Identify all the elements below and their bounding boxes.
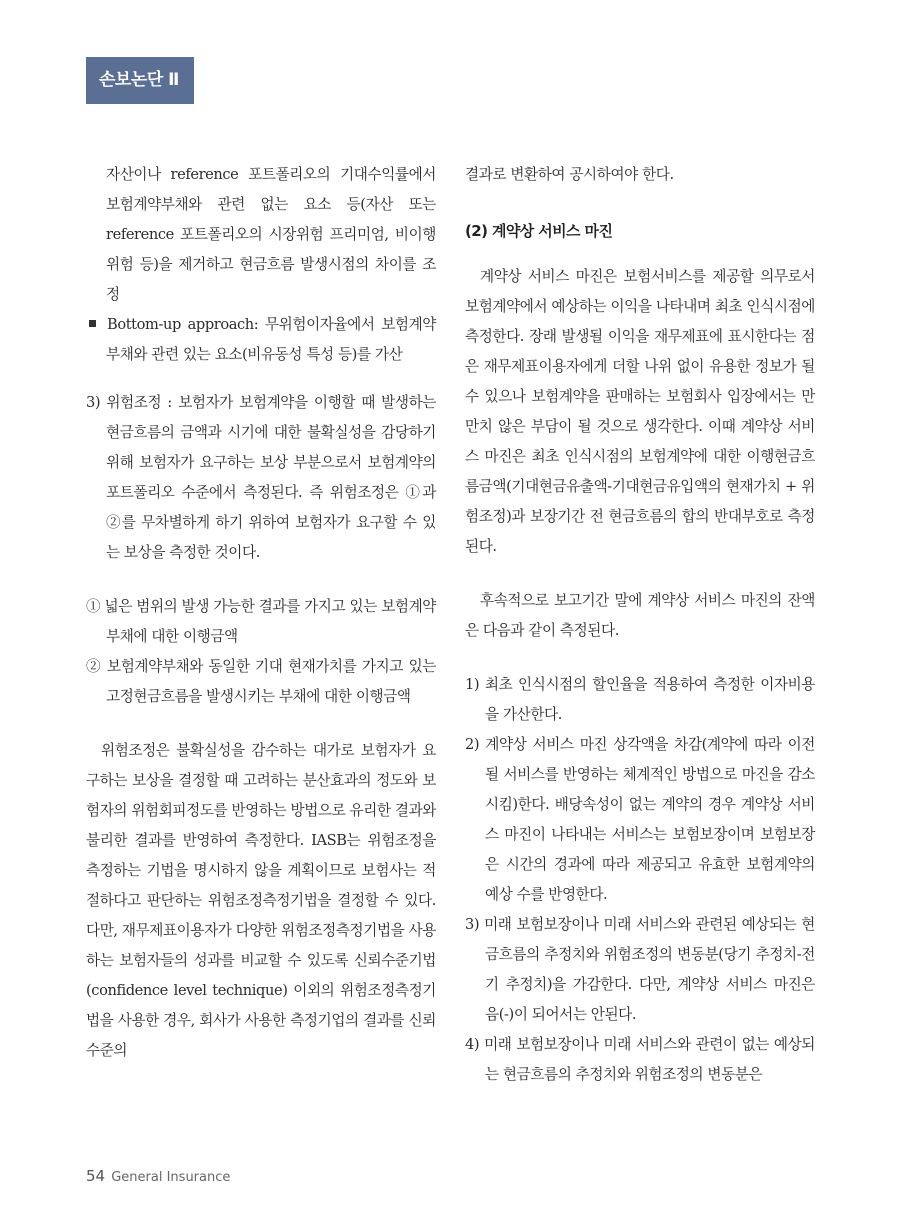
list-item: 3) 미래 보험보장이나 미래 서비스와 관련된 예상되는 현금흐름의 추정치와 위험조정의 변동분(당기 추정치-전기 추정치)을 가감한다. 다만, 계약상 서비스 마진은 음(-)이 되어서는 안된다. (465, 916, 815, 1023)
magazine-name: General Insurance (111, 1170, 231, 1185)
right-column (465, 160, 815, 1090)
bullet-item (86, 310, 436, 370)
left-column (86, 160, 436, 1066)
section-badge: 손보논단 Ⅱ (86, 57, 194, 104)
section-heading: (2) 계약상 서비스 마진 (465, 222, 613, 240)
risk-adjustment-paragraph: 위험조정은 불확실성을 감수하는 대가로 보험자가 요구하는 보상을 결정할 때 고려하는 분산효과의 정도와 보험자의 위험회피정도를 반영하는 방법으로 유리한 결과와 불리한 결과를 반영하여 측정한다. IASB는 위험조정을 측정하는 기법을 명시하지 않을 계획이므로 보험사는 적절하다고 판단하는 위험조정측정기법을 결정할 수 있다. 다만, 재무제표이용자가 다양한 위험조정측정기법을 사용하는 보험자들의 성과를 비교할 수 있도록 신뢰수준기법(confidence level technique) 이외의 위험조정측정기법을 사용한 경우, 회사가 사용한 측정기업의 결과를 신뢰수준의 (86, 742, 436, 1059)
item-label: 3) 위험조정 : (86, 394, 172, 411)
list-item: 4) 미래 보험보장이나 미래 서비스와 관련이 없는 예상되는 현금흐름의 추정치와 위험조정의 변동분은 (465, 1036, 815, 1083)
bullet-text: Bottom-up approach: 무위험이자율에서 보험계약부채와 관련 있는 요소(비유동성 특성 등)를 가산 (106, 316, 436, 363)
right-continued-text: 결과로 변환하여 공시하여야 한다. (465, 166, 674, 183)
page-footer (86, 1167, 230, 1185)
item-text: 보험자가 보험계약을 이행할 때 발생하는 현금흐름의 금액과 시기에 대한 불확실성을 감당하기 위해 보험자가 요구하는 보상 부분으로서 보험계약의 포트폴리오 수준에서 측정된다. 즉 위험조정은 ①과 ②를 무차별하게 하기 위하여 보험자가 요구할 수 있는 보상을 측정한 것이다. (106, 394, 436, 561)
list-item: 1) 최초 인식시점의 할인율을 적용하여 측정한 이자비용을 가산한다. (465, 676, 815, 723)
page-number: 54 (86, 1167, 106, 1185)
left-continued-text: 자산이나 reference 포트폴리오의 기대수익률에서 보험계약부채와 관련 없는 요소 등(자산 또는 reference 포트폴리오의 시장위험 프리미엄, 비이행위험 등)을 제거하고 현금흐름 발생시점의 차이를 조정 (106, 166, 436, 303)
circle-item-2: ② 보험계약부채와 동일한 기대 현재가치를 가지고 있는 고정현금흐름을 발생시키는 부채에 대한 이행금액 (86, 658, 436, 705)
circle-item-1: ① 넓은 범위의 발생 가능한 결과를 가지고 있는 보험계약부채에 대한 이행금액 (86, 598, 436, 645)
risk-adjustment-item (86, 388, 436, 568)
square-bullet-icon (89, 320, 96, 327)
csm-paragraph-2: 후속적으로 보고기간 말에 계약상 서비스 마진의 잔액은 다음과 같이 측정된다. (465, 592, 815, 639)
list-item: 2) 계약상 서비스 마진 상각액을 차감(계약에 따라 이전될 서비스를 반영하는 체계적인 방법으로 마진을 감소시킴)한다. 배당속성이 없는 계약의 경우 계약상 서비스 마진이 나타내는 서비스는 보험보장이며 보험보장은 시간의 경과에 따라 제공되고 유효한 보험계약의 예상 수를 반영한다. (465, 736, 815, 903)
csm-paragraph-1: 계약상 서비스 마진은 보험서비스를 제공할 의무로서 보험계약에서 예상하는 이익을 나타내며 최초 인식시점에 측정한다. 장래 발생될 이익을 재무제표에 표시한다는 점은 재무제표이용자에게 더할 나위 없이 유용한 정보가 될 수 있으나 보험계약을 판매하는 보험회사 입장에서는 만만치 않은 부담이 될 것으로 생각한다. 이때 계약상 서비스 마진은 최초 인식시점의 보험계약에 대한 이행현금흐름금액(기대현금유출액-기대현금유입액의 현재가치 + 위험조정)과 보장기간 전 현금흐름의 합의 반대부호로 측정된다. (465, 268, 815, 555)
